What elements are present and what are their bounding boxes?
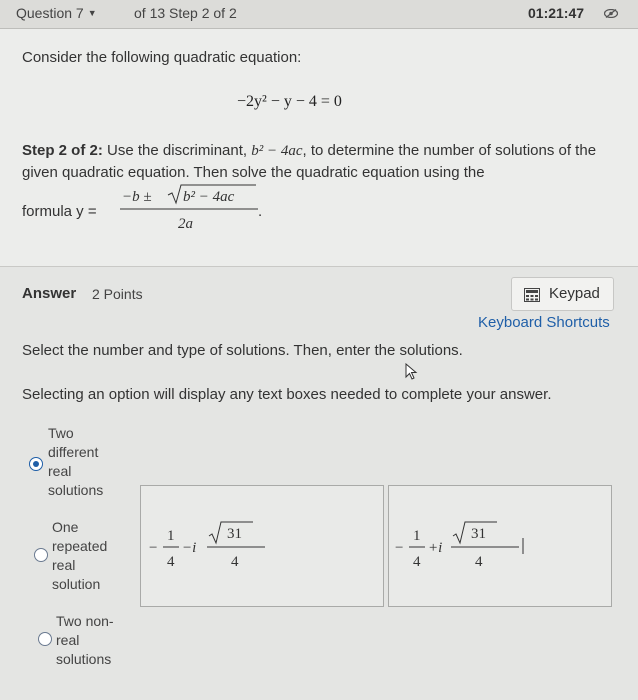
option-label-line: different: [48, 444, 99, 460]
question-intro: Consider the following quadratic equation:: [22, 49, 302, 66]
solution-box-2[interactable]: [388, 485, 612, 607]
svg-text:−b ±: −b ±: [122, 189, 152, 205]
answer-title: Answer: [22, 285, 77, 302]
solution-1-root: 31: [227, 526, 242, 542]
step-text-a: Use the discriminant,: [102, 142, 252, 159]
solution-2-root-denominator: 4: [475, 554, 483, 570]
solution-1-denominator: 4: [167, 554, 175, 570]
option-label-line: One: [52, 519, 79, 535]
formula-period: .: [258, 203, 263, 220]
answer-points: 2 Points: [92, 286, 143, 302]
option-one-repeated-real-label[interactable]: [52, 518, 107, 594]
option-label-line: real: [52, 557, 76, 573]
keyboard-shortcuts-link[interactable]: Keyboard Shortcuts: [478, 314, 610, 331]
solution-box-1[interactable]: [140, 485, 384, 607]
radio-two-different-real[interactable]: [29, 457, 43, 471]
keypad-label: Keypad: [549, 285, 600, 302]
option-label-line: solution: [52, 576, 101, 592]
formula-label: formula y =: [22, 203, 97, 220]
option-two-different-real-label[interactable]: [48, 424, 103, 500]
divider: [0, 266, 638, 267]
solution-2-root: 31: [471, 526, 486, 542]
solution-1-expression: [147, 518, 277, 578]
timer: 01:21:47: [528, 5, 585, 21]
option-label-line: solutions: [48, 482, 104, 498]
step-text-b: , to determine the number of solutions of the given quadratic equation. Then solve the quadratic equation using the: [22, 142, 597, 181]
calculator-icon: [524, 288, 540, 302]
question-progress: of 13 Step 2 of 2: [134, 5, 237, 21]
quadratic-equation: −2y² − y − 4 = 0: [237, 93, 342, 110]
question-selector[interactable]: [16, 5, 97, 21]
solution-2-denominator: 4: [413, 554, 421, 570]
solution-2-numerator: 1: [413, 528, 421, 544]
discriminant: b² − 4ac: [251, 143, 303, 159]
formula-denominator: 2a: [178, 216, 193, 232]
instruction-display: Selecting an option will display any text boxes needed to complete your answer.: [22, 386, 552, 403]
solution-2-mid: +i: [428, 540, 443, 556]
option-label-line: solutions: [56, 651, 112, 667]
solution-2-expression: [393, 518, 543, 578]
svg-text:b² − 4ac: b² − 4ac: [183, 189, 235, 205]
option-label-line: Two non-: [56, 613, 114, 629]
keypad-button[interactable]: [511, 277, 614, 311]
top-bar: [0, 0, 638, 29]
mouse-cursor-icon: [405, 363, 419, 381]
chevron-down-icon: ▼: [87, 8, 97, 18]
svg-text:−: −: [149, 540, 158, 556]
instruction-select: Select the number and type of solutions. Then, enter the solutions.: [22, 342, 463, 359]
solution-1-numerator: 1: [167, 528, 175, 544]
option-two-non-real-label[interactable]: [56, 612, 114, 669]
option-label-line: repeated: [52, 538, 108, 554]
option-label-line: real: [48, 463, 72, 479]
hide-timer-icon[interactable]: [604, 9, 618, 18]
option-label-line: real: [56, 632, 80, 648]
solution-1-root-denominator: 4: [231, 554, 239, 570]
step-instructions: [22, 140, 612, 184]
radio-one-repeated-real[interactable]: [34, 548, 48, 562]
radio-two-non-real[interactable]: [38, 632, 52, 646]
svg-text:−: −: [395, 540, 404, 556]
option-label-line: Two: [48, 425, 74, 441]
question-label: Question 7: [16, 5, 84, 21]
solution-1-mid: −i: [182, 540, 197, 556]
step-label: Step 2 of 2:: [22, 142, 103, 159]
quadratic-formula: [120, 183, 263, 233]
